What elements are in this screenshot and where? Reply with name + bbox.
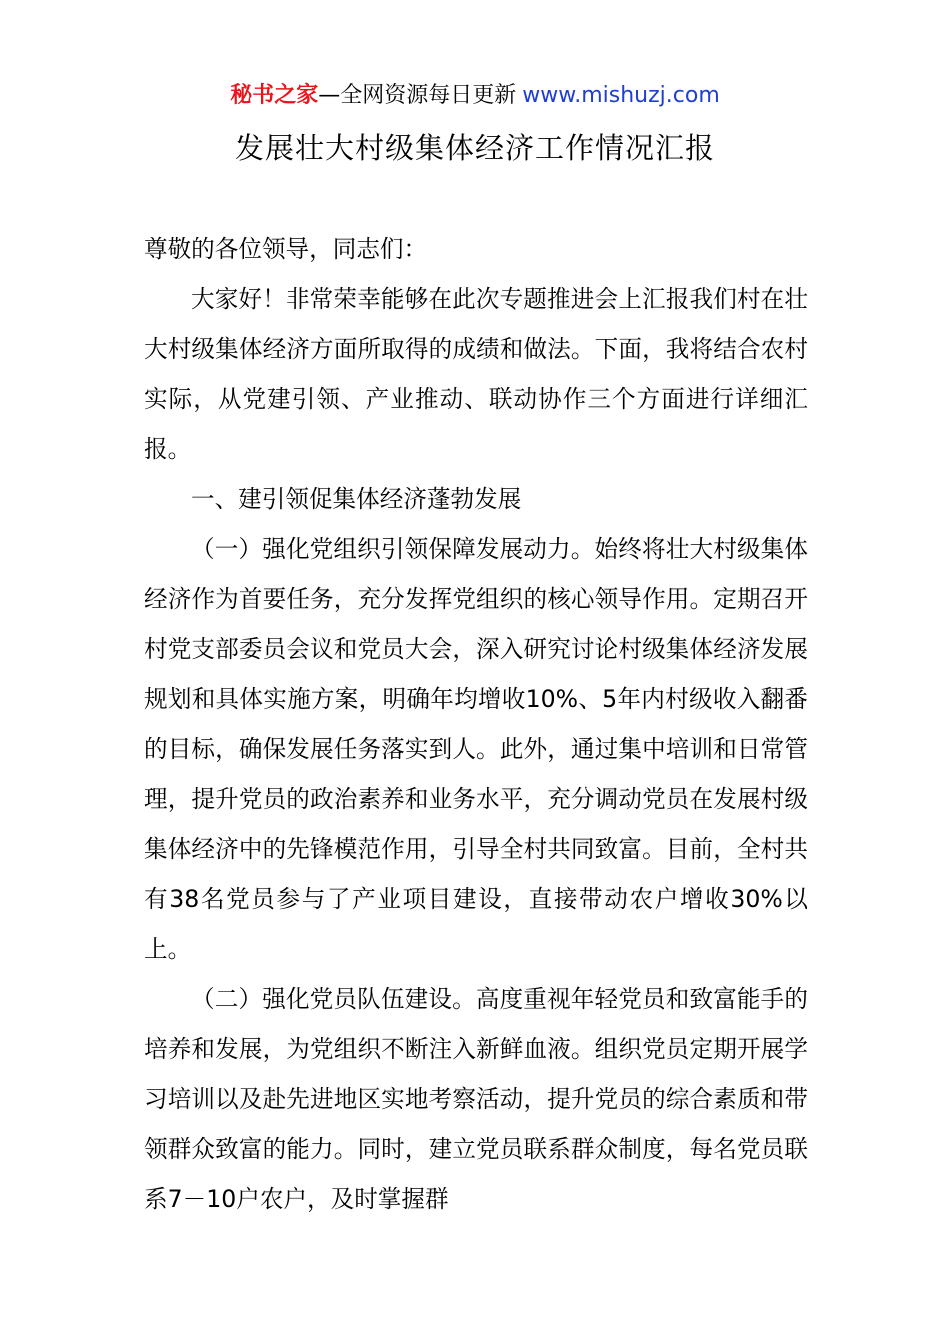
brand-name: 秘书之家	[230, 83, 319, 108]
site-banner	[0, 80, 950, 112]
salutation: 尊敬的各位领导，同志们：	[144, 235, 428, 263]
paragraph-subsection-1: （一）强化党组织引领保障发展动力。始终将壮大村级集体经济作为首要任务，充分发挥党组织的核心领导作用。定期召开村党支部委员会议和党员大会，深入研究讨论村级集体经济发展规划和具体实施方案，明确年均增收10%、5年内村级收入翻番的目标，确保发展任务落实到人。此外，通过集中培训和日常管理，提升党员的政治素养和业务水平，充分调动党员在发展村级集体经济中的先锋模范作用，引导全村共同致富。目前，全村共有38名党员参与了产业项目建设，直接带动农户增收30%以上。	[144, 535, 808, 963]
paragraph-intro: 大家好！非常荣幸能够在此次专题推进会上汇报我们村在壮大村级集体经济方面所取得的成绩和做法。下面，我将结合农村实际，从党建引领、产业推动、联动协作三个方面进行详细汇报。	[144, 285, 808, 463]
document-title: 发展壮大村级集体经济工作情况汇报	[234, 131, 715, 165]
document-body	[144, 224, 808, 1224]
banner-tagline: —全网资源每日更新	[318, 83, 517, 108]
paragraph-subsection-2: （二）强化党员队伍建设。高度重视年轻党员和致富能手的培养和发展，为党组织不断注入新鲜血液。组织党员定期开展学习培训以及赴先进地区实地考察活动，提升党员的综合素质和带领群众致富的能力。同时，建立党员联系群众制度，每名党员联系7－10户农户，及时掌握群	[144, 985, 808, 1213]
section-heading: 一、建引领促集体经济蓬勃发展	[191, 485, 522, 513]
site-url-link[interactable]: www.mishuzj.com	[522, 83, 720, 108]
